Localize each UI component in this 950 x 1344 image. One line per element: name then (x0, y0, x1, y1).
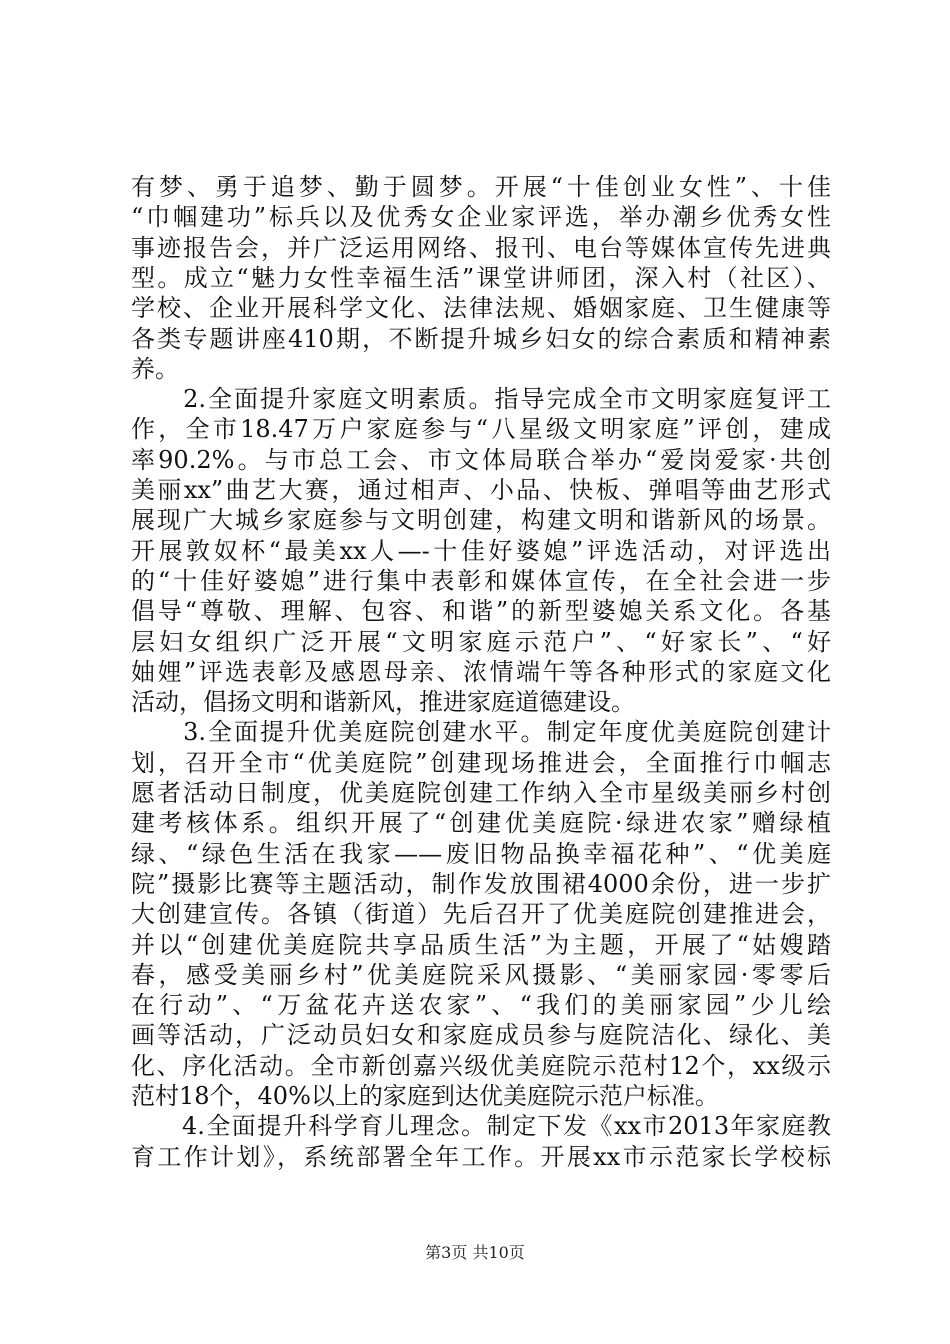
text-line: 各类专题讲座410期，不断提升城乡妇女的综合素质和精神素 (131, 324, 831, 353)
text-line: 并以“创建优美庭院共享品质生活”为主题，开展了“姑嫂踏 (131, 930, 831, 959)
text-line: 的“十佳好婆媳”进行集中表彰和媒体宣传，在全社会进一步 (131, 566, 831, 595)
text-line: 学校、企业开展科学文化、法律法规、婚姻家庭、卫生健康等 (131, 294, 831, 323)
text-line: 画等活动，广泛动员妇女和家庭成员参与庭院洁化、绿化、美 (131, 1021, 831, 1050)
text-line: 绿、“绿色生活在我家——废旧物品换幸福花种”、“优美庭 (131, 839, 831, 868)
text-line: “巾帼建功”标兵以及优秀女企业家评选，举办潮乡优秀女性 (131, 203, 831, 232)
text-line: 率90.2%。与市总工会、市文体局联合举办“爱岗爱家·共创 (131, 445, 831, 474)
text-line: 展现广大城乡家庭参与文明创建，构建文明和谐新风的场景。 (131, 506, 831, 535)
text-line: 层妇女组织广泛开展“文明家庭示范户”、“好家长”、“好 (131, 627, 831, 656)
text-line: 有梦、勇于追梦、勤于圆梦。开展“十佳创业女性”、十佳 (131, 173, 831, 201)
text-line: 作，全市18.47万户家庭参与“八星级文明家庭”评创，建成 (131, 415, 831, 444)
text-line: 划，召开全市“优美庭院”创建现场推进会，全面推行巾帼志 (131, 748, 831, 777)
text-line: 范村18个，40%以上的家庭到达优美庭院示范户标准。 (131, 1082, 719, 1110)
text-line: 大创建宣传。各镇（街道）先后召开了优美庭院创建推进会， (131, 900, 831, 929)
text-line: 春，感受美丽乡村”优美庭院采风摄影、“美丽家园·零零后 (131, 960, 831, 989)
page-footer: 第3页 共10页 (425, 1243, 525, 1262)
text-line: 活动，倡扬文明和谐新风，推进家庭道德建设。 (131, 688, 635, 717)
text-line: 养。 (131, 354, 179, 383)
text-line: 愿者活动日制度，优美庭院创建工作纳入全市星级美丽乡村创 (131, 779, 831, 807)
text-line: 2.全面提升家庭文明素质。指导完成全市文明家庭复评工 (131, 385, 831, 414)
text-line: 美丽xx”曲艺大赛，通过相声、小品、快板、弹唱等曲艺形式 (131, 476, 831, 504)
text-line: 事迹报告会，并广泛运用网络、报刊、电台等媒体宣传先进典 (131, 233, 831, 262)
text-line: 型。成立“魅力女性幸福生活”课堂讲师团，深入村（社区）、 (131, 263, 831, 292)
text-line: 在行动”、“万盆花卉送农家”、“我们的美丽家园”少儿绘 (131, 991, 831, 1020)
text-line: 院”摄影比赛等主题活动，制作发放围裙4000余份，进一步扩 (131, 869, 831, 898)
text-line: 4.全面提升科学育儿理念。制定下发《xx市2013年家庭教 (131, 1112, 831, 1141)
text-line: 妯娌”评选表彰及感恩母亲、浓情端午等各种形式的家庭文化 (131, 657, 831, 686)
text-line: 建考核体系。组织开展了“创建优美庭院·绿进农家”赠绿植 (131, 809, 831, 838)
text-line: 3.全面提升优美庭院创建水平。制定年度优美庭院创建计 (131, 718, 831, 747)
text-line: 开展敦奴杯“最美xx人—-十佳好婆媳”评选活动，对评选出 (131, 536, 831, 565)
text-line: 化、序化活动。全市新创嘉兴级优美庭院示范村12个，xx级示 (131, 1051, 831, 1080)
text-line: 倡导“尊敬、理解、包容、和谐”的新型婆媳关系文化。各基 (131, 597, 831, 626)
text-line: 育工作计划》，系统部署全年工作。开展xx市示范家长学校标 (131, 1142, 831, 1171)
